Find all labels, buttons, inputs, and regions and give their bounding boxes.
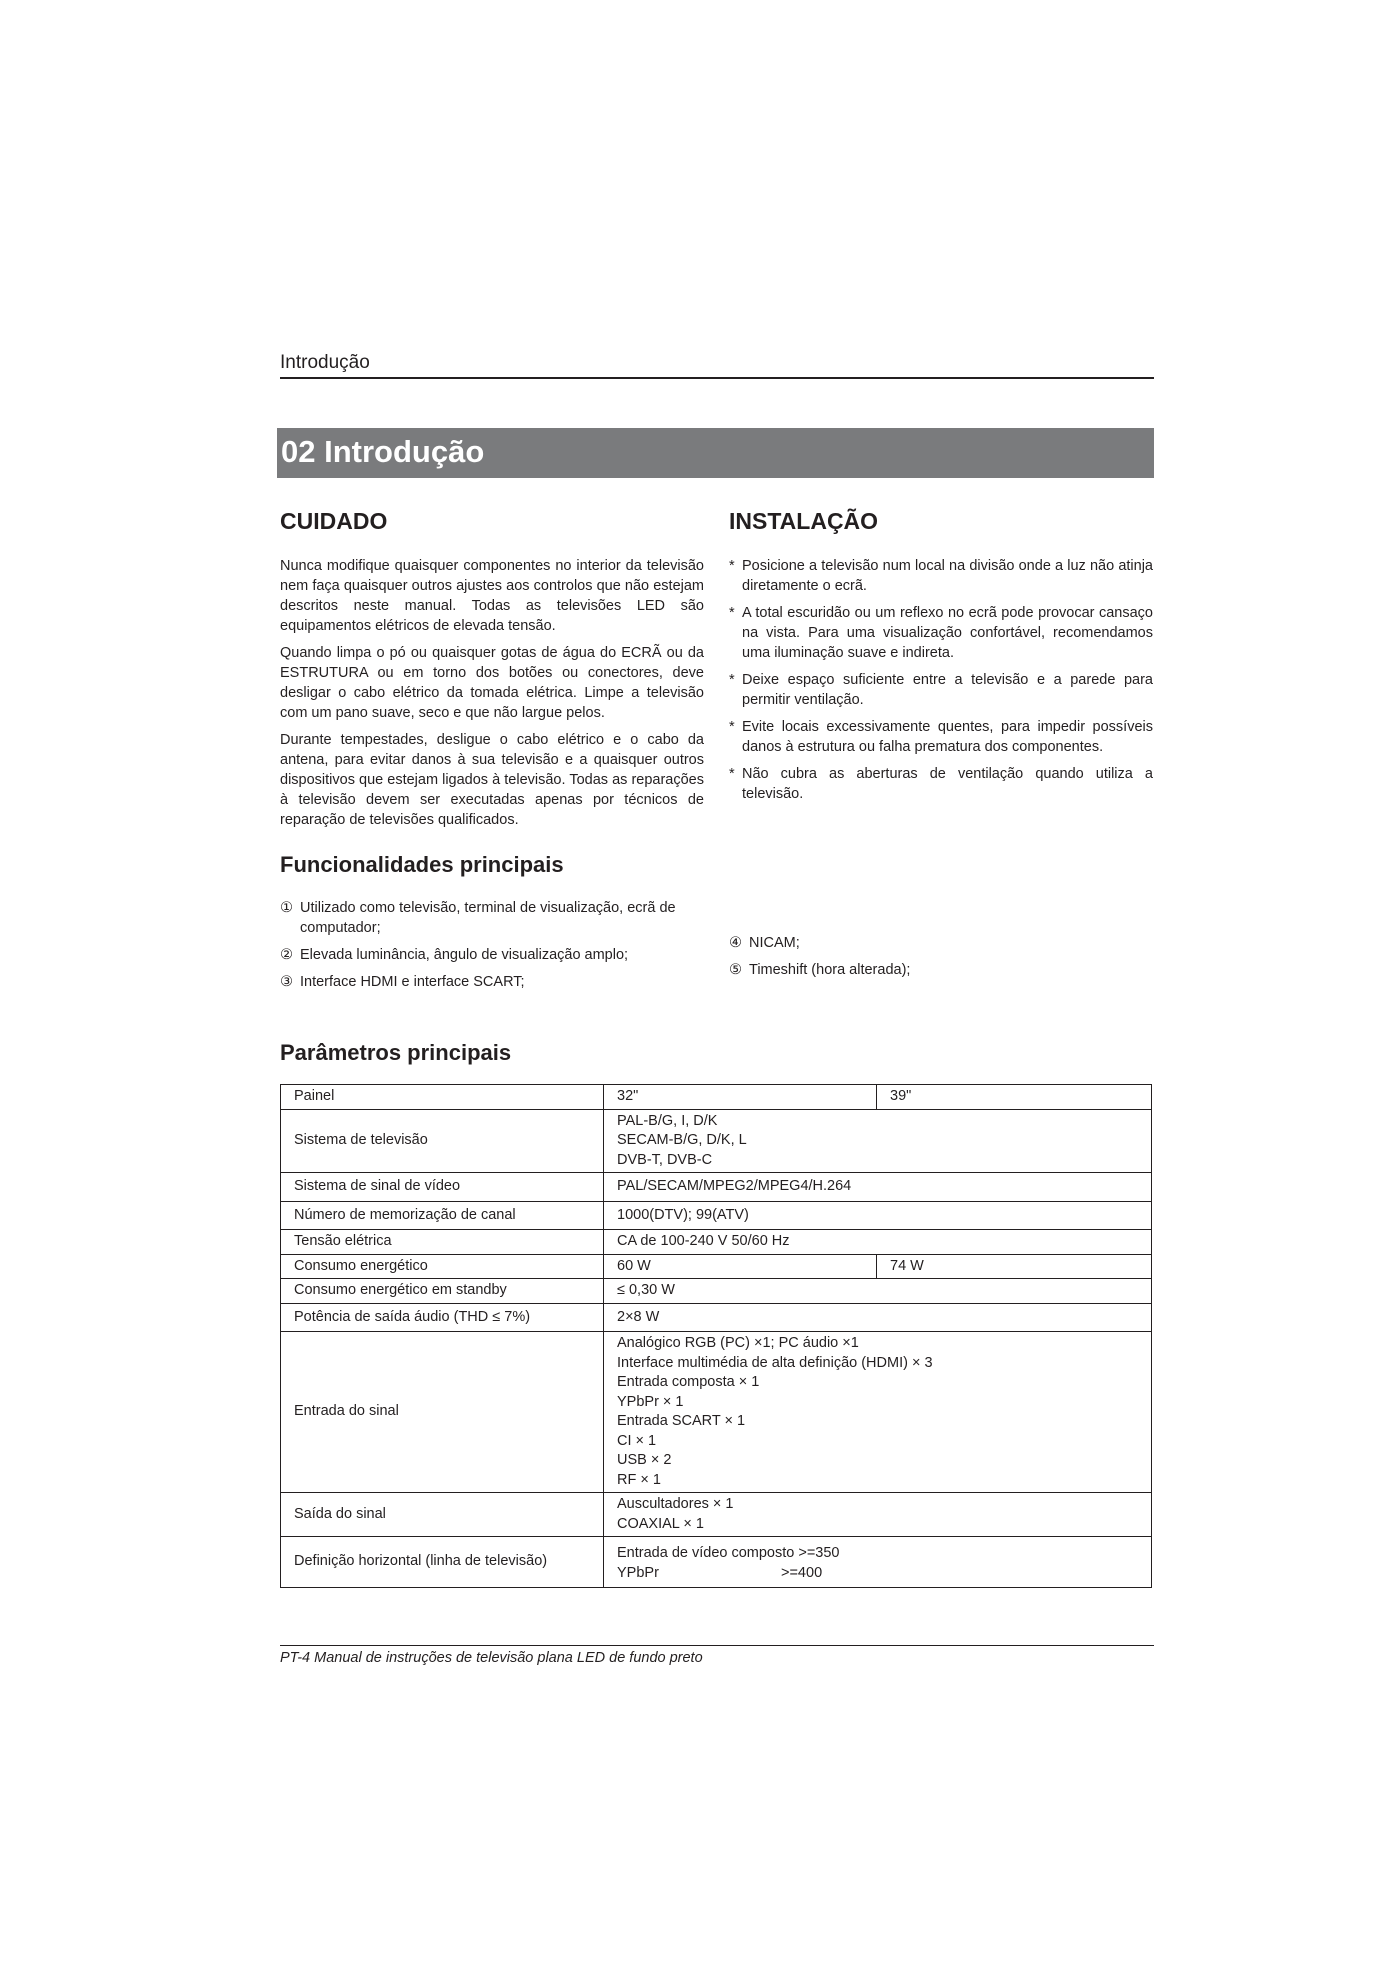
param-value: Entrada de vídeo composto >=350 YPbPr >=400 [604,1537,1152,1588]
list-item: * Não cubra as aberturas de ventilação quando utiliza a televisão. [729,766,1153,802]
list-item: ① Utilizado como televisão, terminal de visualização, ecrã de computador; [280,900,676,936]
param-value: PAL/SECAM/MPEG2/MPEG4/H.264 [604,1173,1152,1202]
param-label: Sistema de sinal de vídeo [281,1173,604,1202]
param-value: PAL-B/G, I, D/K SECAM-B/G, D/K, L DVB-T, DVB-C [604,1109,1152,1173]
list-item: ⑤ Timeshift (hora alterada); [729,962,911,978]
param-label: Sistema de televisão [281,1109,604,1173]
instalacao-list [729,556,1153,811]
funcionalidades-right [729,933,1153,987]
chapter-title-band [277,428,1154,478]
bullet-mark: * [729,672,735,688]
cuidado-paragraph: Durante tempestades, desligue o cabo elétrico e o cabo da antena, para evitar danos à sua televisão e a quaisquer outros dispositivos que estejam ligados à televisão. Todas as reparações à televisão devem ser executadas apenas por técnicos de reparação de televisões qualificados. [280,732,704,828]
table-row [281,1537,1152,1588]
table-row [281,1254,1152,1279]
param-label: Entrada do sinal [281,1332,604,1493]
cuidado-paragraph: Nunca modifique quaisquer componentes no interior da televisão nem faça quaisquer outros ajustes aos controlos que não estejam descritos neste manual. Todas as televisões LED são equipamentos elétricos de elevada tensão. [280,558,704,634]
chapter-title: 02 Introdução [281,434,485,469]
param-label: Painel [281,1085,604,1110]
list-item: ③ Interface HDMI e interface SCART; [280,974,525,990]
table-row [281,1173,1152,1202]
list-item: * Evite locais excessivamente quentes, para impedir possíveis danos à estrutura ou falha prematura dos componentes. [729,719,1153,755]
table-row [281,1279,1152,1304]
table-row [281,1303,1152,1332]
param-value-39: 74 W [877,1254,1152,1279]
table-row [281,1493,1152,1537]
parametros-table [280,1084,1152,1588]
param-value-32: 60 W [604,1254,877,1279]
running-header: Introdução [280,352,370,373]
param-label: Consumo energético [281,1254,604,1279]
bullet-mark: * [729,558,735,574]
list-item: * Posicione a televisão num local na divisão onde a luz não atinja diretamente o ecrã. [729,558,1153,594]
funcionalidades-heading: Funcionalidades principais [280,852,564,877]
cuidado-heading: CUIDADO [280,508,388,534]
param-label: Saída do sinal [281,1493,604,1537]
param-value: Analógico RGB (PC) ×1; PC áudio ×1 Interface multimédia de alta definição (HDMI) × 3 Entrada composta × 1 YPbPr × 1 Entrada SCART × 1 CI × 1 USB × 2 RF × 1 [604,1332,1152,1493]
list-item: ④ NICAM; [729,935,800,951]
table-row [281,1085,1152,1110]
footer-rule [280,1645,1154,1646]
param-label: Definição horizontal (linha de televisão) [281,1537,604,1588]
param-value-39: 39" [877,1085,1152,1110]
bullet-mark: * [729,766,735,782]
table-row [281,1201,1152,1230]
bullet-mark: * [729,719,735,735]
param-value: 2×8 W [604,1303,1152,1332]
param-value: Auscultadores × 1 COAXIAL × 1 [604,1493,1152,1537]
bullet-mark: * [729,605,735,621]
page-footer: PT-4 Manual de instruções de televisão plana LED de fundo preto [280,1650,703,1666]
parametros-heading: Parâmetros principais [280,1040,512,1065]
funcionalidades-left [280,898,704,999]
instalacao-heading: INSTALAÇÃO [729,508,879,534]
header-rule [280,377,1154,379]
table-row [281,1332,1152,1493]
param-value: ≤ 0,30 W [604,1279,1152,1304]
table-row [281,1109,1152,1173]
param-label: Número de memorização de canal [281,1201,604,1230]
param-label: Potência de saída áudio (THD ≤ 7%) [281,1303,604,1332]
table-row [281,1230,1152,1255]
list-item: * Deixe espaço suficiente entre a televisão e a parede para permitir ventilação. [729,672,1153,708]
cuidado-text [280,556,704,837]
cuidado-paragraph: Quando limpa o pó ou quaisquer gotas de água do ECRÃ ou da ESTRUTURA ou em torno dos botões ou conectores, deve desligar o cabo elétrico da tomada elétrica. Limpe a televisão com um pano suave, seco e que não largue pelos. [280,645,704,721]
param-value: CA de 100-240 V 50/60 Hz [604,1230,1152,1255]
list-item: ② Elevada luminância, ângulo de visualização amplo; [280,947,629,963]
param-label: Consumo energético em standby [281,1279,604,1304]
param-value-32: 32" [604,1085,877,1110]
list-item: * A total escuridão ou um reflexo no ecrã pode provocar cansaço na vista. Para uma visualização confortável, recomendamos uma iluminação suave e indireta. [729,605,1153,661]
param-value: 1000(DTV); 99(ATV) [604,1201,1152,1230]
param-label: Tensão elétrica [281,1230,604,1255]
